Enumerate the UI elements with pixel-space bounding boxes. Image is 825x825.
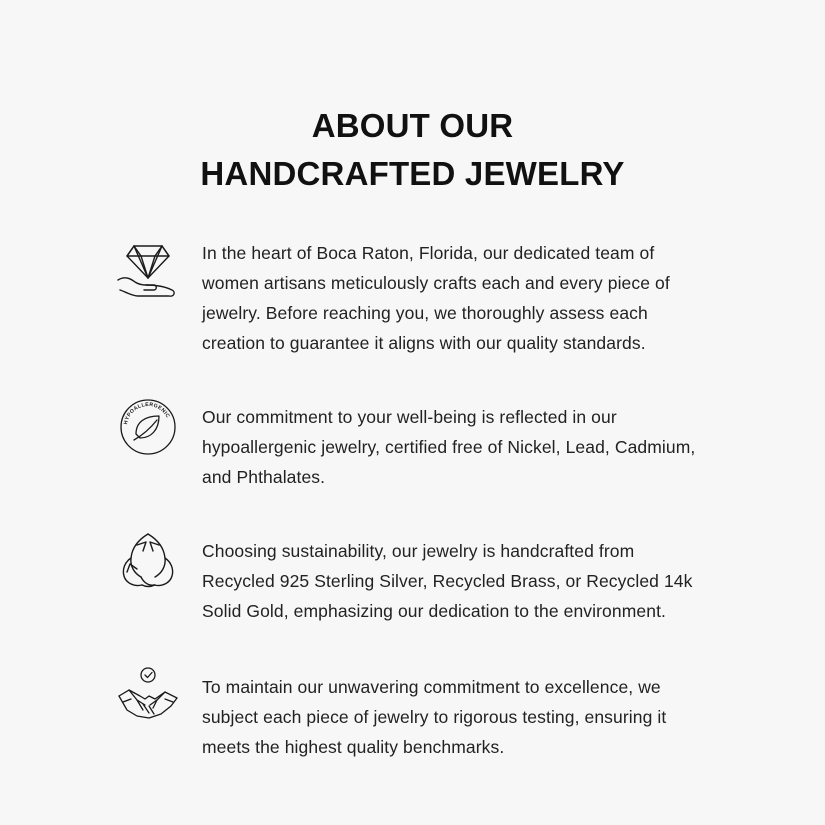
list-item: [112, 232, 705, 358]
handshake-check-icon: [112, 658, 184, 738]
hypoallergenic-leaf-badge-icon: [112, 390, 184, 468]
svg-text:HYPOALLERGENIC: HYPOALLERGENIC: [123, 401, 171, 426]
feature-text: Choosing sustainability, our jewelry is handcrafted from Recycled 925 Sterling Silver, Recycled Brass, or Recycled 14k Solid Gold, emphasizing our dedication to the environment.: [202, 541, 693, 621]
recycling-leaves-icon: [112, 524, 184, 600]
feature-list: [0, 232, 825, 762]
page-title: [0, 0, 825, 198]
feature-text: Our commitment to your well-being is reflected in our hypoallergenic jewelry, certified free of Nickel, Lead, Cadmium, and Phthalates.: [202, 407, 696, 487]
list-item: [112, 658, 705, 762]
list-item: [112, 390, 705, 492]
list-item: [112, 524, 705, 626]
page-title-line-1: ABOUT OUR: [311, 107, 514, 144]
page-title-line-2: HANDCRAFTED JEWELRY: [200, 155, 625, 192]
feature-text: In the heart of Boca Raton, Florida, our dedicated team of women artisans meticulously crafts each and every piece of jewelry. Before reaching you, we thoroughly assess each creation to guarantee it aligns with our quality standards.: [202, 243, 670, 353]
feature-text: To maintain our unwavering commitment to excellence, we subject each piece of jewelry to rigorous testing, ensuring it meets the highest quality benchmarks.: [202, 677, 667, 757]
diamond-in-hand-icon: [112, 232, 184, 306]
